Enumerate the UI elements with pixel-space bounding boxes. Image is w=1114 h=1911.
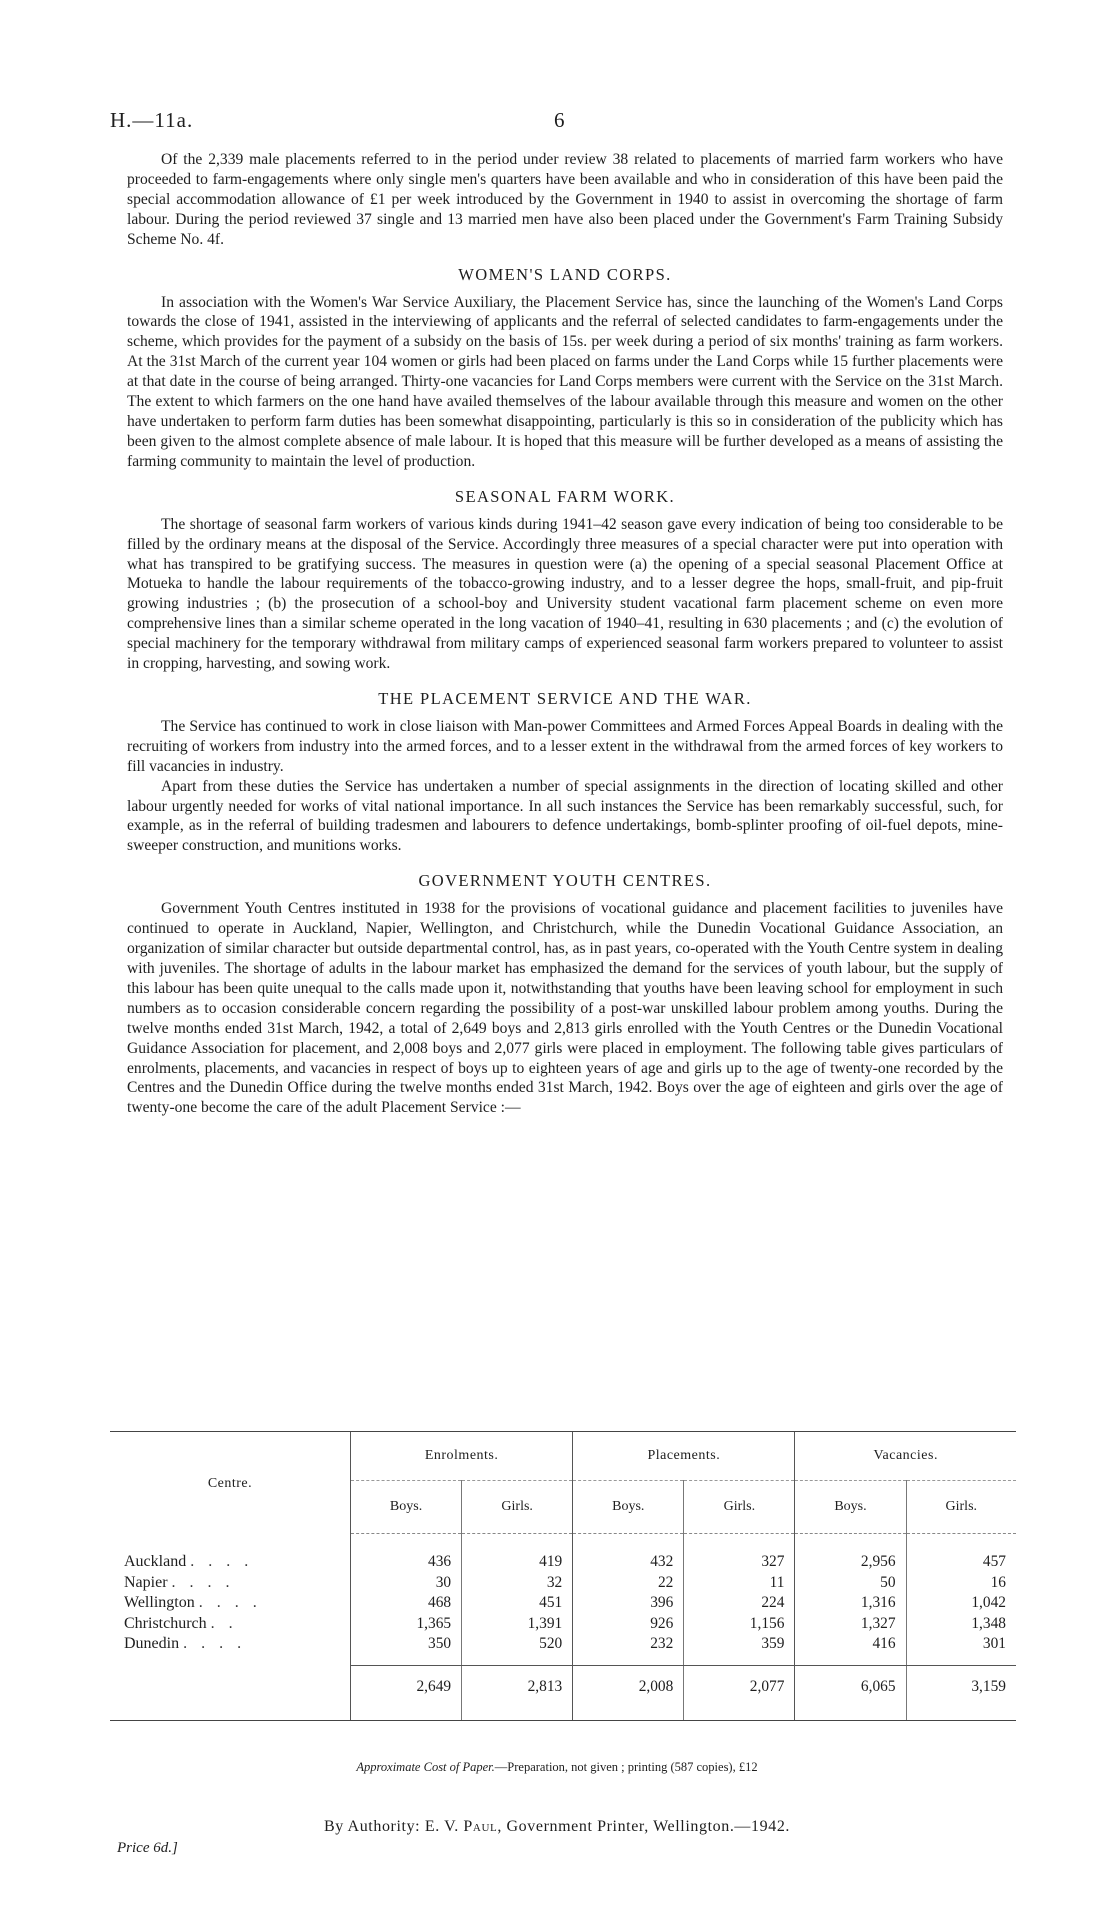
table-group-placements: Placements. — [573, 1432, 795, 1481]
table-subheader: Girls. — [906, 1481, 1016, 1534]
table-cell: 350 — [351, 1634, 462, 1655]
table-cell: 2,956 — [795, 1552, 906, 1573]
table-cell: 1,391 — [462, 1614, 573, 1635]
seasonal-farm-work-paragraph: The shortage of seasonal farm workers of various kinds during 1941–42 season gave every indication of being too considerable to be filled by the ordinary means at the disposal of the Service. Accordingly three measures of a special character were put into operation with what has transpired to be gratifying success. The measures in question were (a) the opening of a special seasonal Placement Office at Motueka to handle the labour requirements of the tobacco-growing industry, and to a lesser degree the hops, small-fruit, and pip-fruit growing industries ; (b) the prosecution of a school-boy and University student vacational farm placement scheme on even more comprehensive lines than a similar scheme operated in the long vacation of 1940–41, resulting in 630 placements ; and (c) the evolution of special machinery for the temporary withdrawal from military camps of experienced seasonal farm workers prepared to volunteer to assist in cropping, harvesting, and sowing work. — [127, 515, 1003, 673]
row-centre: Dunedin — [124, 1635, 180, 1652]
table-cell: 50 — [795, 1573, 906, 1594]
table-cell: 301 — [906, 1634, 1016, 1655]
placement-war-paragraph-1: The Service has continued to work in close liaison with Man-power Committees and Armed Forces Appeal Boards in dealing with the recruiting of workers from industry into the armed forces, and to a lesser extent in the withdrawal from the armed forces of key workers to fill vacancies in industry. — [127, 717, 1003, 775]
total-cell: 2,649 — [351, 1665, 462, 1710]
authority-prefix: By Authority: E. V. — [323, 1818, 459, 1835]
table-cell: 468 — [351, 1593, 462, 1614]
womens-land-corps-paragraph: In association with the Women's War Service Auxiliary, the Placement Service has, since the launching of the Women's Land Corps towards the close of 1941, assisted in the interviewing of applicants and the referral of selected candidates to farm-engagements under the scheme, which provides for the payment of a subsidy on the basis of 15s. per week during a period of six months' training as farm workers. At the 31st March of the current year 104 women or girls had been placed on farms under the Land Corps while 15 further placements were at that date in the course of being arranged. Thirty-one vacancies for Land Corps members were current with the Service on the 31st March. The extent to which farmers on the one hand have availed themselves of the labour available through this measure and women on the other have undertaken to perform farm duties has been somewhat disappointing, particularly is this so in consideration of the publicity which has been given to the almost complete absence of male labour. It is hoped that this measure will be further developed as a means of assisting the farming community to maintain the level of production. — [127, 293, 1003, 470]
table-cell: 1,316 — [795, 1593, 906, 1614]
total-cell: 3,159 — [906, 1665, 1016, 1710]
table-cell: 32 — [462, 1573, 573, 1594]
total-cell: 2,008 — [573, 1665, 684, 1710]
table-cell: 232 — [573, 1634, 684, 1655]
body-text — [127, 150, 1003, 1118]
intro-paragraph: Of the 2,339 male placements referred to in the period under review 38 related to placements of married farm workers who have proceeded to farm-engagements where only single men's quarters have been available and who in consideration of this have been paid the special accommodation allowance of £1 per week introduced by the Government in 1940 to assist in overcoming the shortage of farm labour. During the period reviewed 37 single and 13 married men have also been placed under the Government's Farm Training Subsidy Scheme No. 4f. — [127, 151, 1003, 248]
section-heading-seasonal-farm-work: SEASONAL FARM WORK. — [454, 486, 676, 506]
table-row: Dunedin . . . . 350 520 232 359 416 301 — [110, 1634, 1016, 1655]
printer-name: Paul — [463, 1818, 498, 1835]
page-header — [110, 108, 1010, 136]
table-cell: 396 — [573, 1593, 684, 1614]
row-centre: Auckland — [124, 1553, 187, 1570]
table-cell: 432 — [573, 1552, 684, 1573]
price-note: Price 6d.] — [117, 1840, 178, 1856]
table-subheader: Boys. — [351, 1481, 462, 1534]
cost-text: —Preparation, not given ; printing (587 copies), £12 — [494, 1760, 758, 1774]
table-row: Napier . . . . 30 32 22 11 50 16 — [110, 1573, 1016, 1594]
table-row: Auckland . . . . 436 419 432 327 2,956 457 — [110, 1552, 1016, 1573]
page-number: 6 — [554, 108, 565, 132]
placement-war-paragraph-2: Apart from these duties the Service has undertaken a number of special assignments in the direction of locating skilled and other labour urgently needed for works of vital national importance. In all such instances the Service has been remarkably successful, such, for example, as in the referral of building tradesmen and labourers to defence undertakings, bomb-splinter proofing of oil-fuel depots, mine-sweeper construction, and munitions works. — [127, 777, 1003, 855]
table-cell: 520 — [462, 1634, 573, 1655]
table-cell: 327 — [684, 1552, 795, 1573]
section-heading-womens-land-corps: WOMEN'S LAND CORPS. — [458, 264, 672, 284]
table-cell: 1,365 — [351, 1614, 462, 1635]
table-group-vacancies: Vacancies. — [795, 1432, 1016, 1481]
table-cell: 22 — [573, 1573, 684, 1594]
table-subheader: Boys. — [795, 1481, 906, 1534]
authority-suffix: , Government Printer, Wellington.—1942. — [497, 1818, 791, 1835]
row-centre: Napier — [124, 1573, 168, 1591]
table-cell: 1,348 — [906, 1614, 1016, 1635]
table-cell: 1,327 — [795, 1614, 906, 1635]
table-subheader: Girls. — [462, 1481, 573, 1534]
table-totals-row — [110, 1665, 1016, 1710]
row-centre: Wellington — [124, 1594, 195, 1611]
cost-label: Approximate Cost of Paper. — [356, 1760, 495, 1774]
total-cell: 2,813 — [462, 1665, 573, 1710]
table-cell: 451 — [462, 1593, 573, 1614]
table-row: Christchurch . . 1,365 1,391 926 1,156 1,327 1,348 — [110, 1614, 1016, 1635]
section-heading-youth-centres: GOVERNMENT YOUTH CENTRES. — [418, 871, 712, 891]
table-group-enrolments: Enrolments. — [351, 1432, 573, 1481]
table-cell: 416 — [795, 1634, 906, 1655]
table-cell: 11 — [684, 1573, 795, 1594]
total-cell: 2,077 — [684, 1665, 795, 1710]
table-cell: 1,156 — [684, 1614, 795, 1635]
table-cell: 457 — [906, 1552, 1016, 1573]
table-cell: 359 — [684, 1634, 795, 1655]
table-subheader: Boys. — [573, 1481, 684, 1534]
table-cell: 16 — [906, 1573, 1016, 1594]
table-subheader: Girls. — [684, 1481, 795, 1534]
table-cell: 224 — [684, 1593, 795, 1614]
table-cell: 926 — [573, 1614, 684, 1635]
section-heading-placement-service-war: THE PLACEMENT SERVICE AND THE WAR. — [378, 688, 752, 708]
youth-centres-table — [110, 1431, 1016, 1721]
total-cell: 6,065 — [795, 1665, 906, 1710]
table-cell: 30 — [351, 1573, 462, 1594]
table-cell: 436 — [351, 1552, 462, 1573]
youth-centres-paragraph: Government Youth Centres instituted in 1938 for the provisions of vocational guidance and placement facilities to juveniles have continued to operate in Auckland, Napier, Wellington, and Christchurch, while the Dunedin Vocational Guidance Association, an organization of similar character but outside departmental control, has, as in past years, co-operated with the Youth Centre system in dealing with juveniles. The shortage of adults in the labour market has emphasized the demand for the services of youth labour, but the supply of this labour has been quite unequal to the calls made upon it, notwithstanding that youths have been leaving school for employment in such numbers as to occasion considerable concern regarding the possibility of a post-war unskilled labour problem among youths. During the twelve months ended 31st March, 1942, a total of 2,649 boys and 2,813 girls enrolled with the Youth Centres or the Dunedin Vocational Guidance Association for placement, and 2,008 boys and 2,077 girls were placed in employment. The following table gives particulars of enrolments, placements, and vacancies in respect of boys up to eighteen years of age and girls up to the age of twenty-one recorded by the Centres and the Dunedin Office during the twelve months ended 31st March, 1942. Boys over the age of eighteen and girls over the age of twenty-one become the care of the adult Placement Service :— — [127, 900, 1003, 1117]
document-reference: H.—11a. — [110, 108, 194, 132]
table-header-centre: Centre. — [110, 1432, 351, 1534]
printer-authority — [0, 1818, 1114, 1836]
table-cell: 419 — [462, 1552, 573, 1573]
table-row: Wellington . . . . 468 451 396 224 1,316 1,042 — [110, 1593, 1016, 1614]
row-centre: Christchurch — [124, 1614, 207, 1632]
printing-cost-note — [0, 1760, 1114, 1775]
table-cell: 1,042 — [906, 1593, 1016, 1614]
